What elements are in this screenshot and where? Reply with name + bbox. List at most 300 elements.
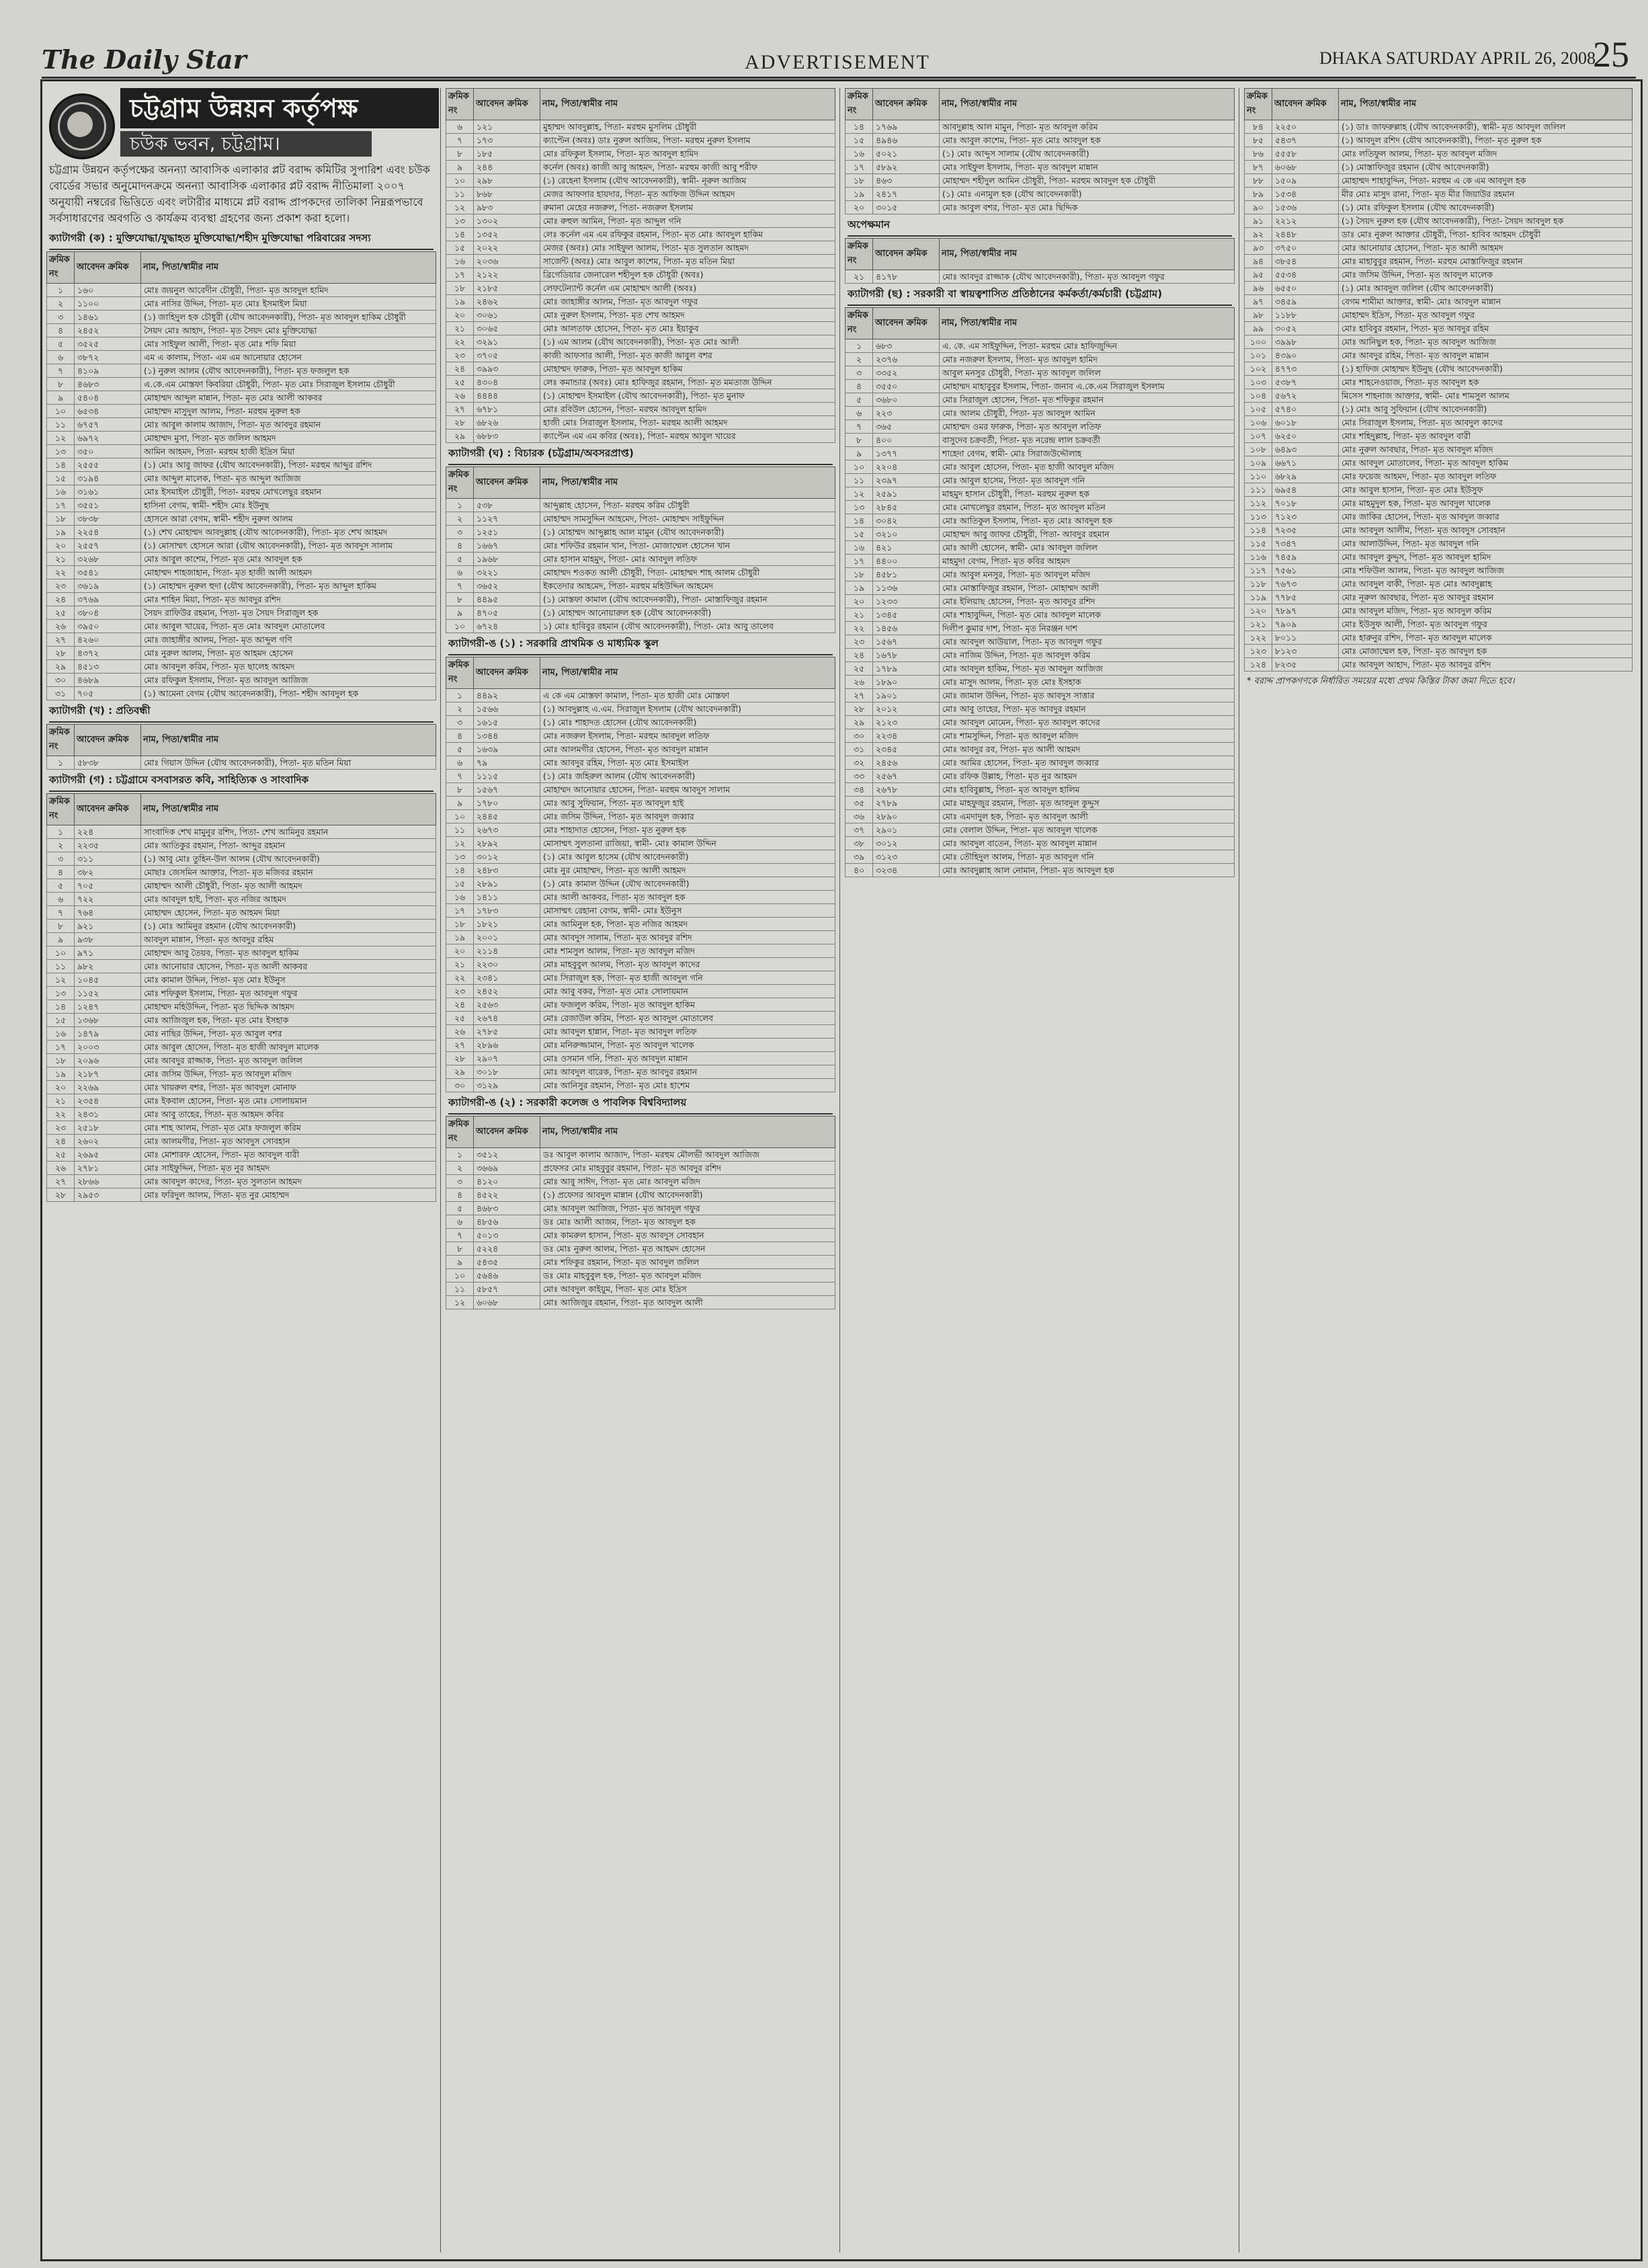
application-cell: ৪৬৮৩ <box>75 378 141 391</box>
serial-cell: ১৭ <box>47 1041 75 1054</box>
table-row <box>1245 658 1633 672</box>
application-cell: ২৪৫৬ <box>873 756 940 770</box>
table-row <box>446 416 835 430</box>
name-cell: মোঃ আবদুর রহিম, পিতা- মৃত আবদুল মান্নান <box>1339 349 1633 362</box>
serial-cell: ১২৪ <box>1245 658 1272 672</box>
table-row <box>846 716 1235 729</box>
table-row <box>1245 282 1633 295</box>
serial-cell: ১১০ <box>1245 470 1272 483</box>
application-cell: ৪৫১৩ <box>75 660 141 674</box>
column-header-application: আবেদন ক্রমিক <box>75 252 141 284</box>
table-row <box>846 662 1235 676</box>
table-row <box>1245 416 1633 430</box>
table-row <box>846 174 1235 188</box>
allotment-table <box>446 657 835 1092</box>
application-cell: ৭৯০৯ <box>1272 618 1339 631</box>
allotment-table <box>46 251 436 700</box>
application-cell: ৬৭৮১ <box>474 403 540 416</box>
column-header-application: আবেদন ক্রমিক <box>873 89 940 120</box>
serial-cell: ১০ <box>446 620 474 633</box>
name-cell: মোঃ মোজাম্মেল হক, পিতা- মৃত আবদুল হক <box>1339 645 1633 658</box>
table-row <box>446 864 835 877</box>
category-heading: ক্যাটাগরী (ক) : মুক্তিযোদ্ধা/যুদ্ধাহত মুক্তিযোদ্ধা/শহীদ মুক্তিযোদ্ধা পরিবারের সদস্য <box>49 231 434 250</box>
table-row <box>446 1175 835 1188</box>
allotment-table <box>1244 88 1633 672</box>
serial-cell: ১৬ <box>47 485 75 499</box>
application-cell: ২৯৫৩ <box>75 1188 141 1202</box>
table-row <box>846 161 1235 174</box>
serial-cell: ১০ <box>446 1269 474 1283</box>
column-header-application: আবেদন ক্রমিক <box>75 725 141 756</box>
table-row <box>1245 537 1633 551</box>
table-row <box>47 324 436 337</box>
application-cell: ২০০১ <box>474 931 540 944</box>
name-cell: মোহাম্মদ শাহাবুদ্দিন, পিতা- মরহুম এ কে এম আবদুল হক <box>1339 174 1633 188</box>
serial-cell: ২৪ <box>846 649 873 662</box>
table-row <box>846 864 1235 877</box>
name-cell: (১) মোহাম্মদ আনোয়ারুল হক (যৌথ আবেদনকারী) <box>540 606 835 620</box>
column-header-serial: ক্রমিক নং <box>446 89 474 120</box>
serial-cell: ৬ <box>446 1215 474 1229</box>
name-cell: মোসাম্মৎ সুলতানা রাজিয়া, স্বামী- মোঃ কামাল উদ্দিন <box>540 837 835 850</box>
name-cell: ব্রিগেডিয়ার জেনারেল শহীদুল হক চৌধুরী (অবঃ) <box>540 268 835 282</box>
application-cell: ১৮৯০ <box>873 676 940 689</box>
name-cell: ডঃ আবুল কালাম আজাদ, পিতা- মরহুম মৌলভী আবদুল আজিজ <box>540 1148 835 1162</box>
intro-paragraph: চট্টগ্রাম উন্নয়ন কর্তৃপক্ষের অনন্যা আবাসিক এলাকার প্লট বরাদ্দ কমিটির সুপারিশ এবং চউক বোর্ডের সভার অনুমোদনক্রমে অনন্যা আবাসিক এলাকার প্লট বরাদ্দ নীতিমালা ২০০৭ অনুযায়ী নম্বরের ভিত্তিতে এবং লটারীর মাধ্যমে প্লট বরাদ্দ প্রাপকদের তালিকা নিম্নরূপভাবে সর্বসাধারণের অবগতি ও কার্যক্রম ব্যবস্থা গ্রহণের জন্য প্রকাশ করা হলো। <box>49 163 430 225</box>
name-cell: এ কে এম মোস্তফা কামাল, পিতা- মৃত হাজী মোঃ মোস্তফা <box>540 689 835 702</box>
serial-cell: ২৮ <box>47 647 75 660</box>
application-cell: ৩৪৫৯ <box>1272 295 1339 309</box>
column-3 <box>841 88 1239 2253</box>
serial-cell: ৯২ <box>1245 228 1272 241</box>
table-row <box>446 716 835 729</box>
table-row <box>446 161 835 174</box>
name-cell: শাহেদা বেগম, স্বামী- মোঃ সিরাজউদ্দৌলাহ <box>940 447 1235 460</box>
serial-cell: ২৪ <box>446 998 474 1012</box>
application-cell: ২১৮৫ <box>474 282 540 295</box>
table-row <box>846 689 1235 702</box>
application-cell: ৫০১৩ <box>474 1229 540 1242</box>
name-cell: (১) আবদুল্লাহ এ.এম. সিরাজুল ইসলাম (যৌথ আবেদনকারী) <box>540 702 835 716</box>
table-row <box>846 134 1235 147</box>
serial-cell: ১৮ <box>47 512 75 526</box>
table-row <box>47 866 436 879</box>
table-row <box>846 702 1235 716</box>
table-row <box>446 931 835 944</box>
table-row <box>47 1162 436 1175</box>
name-cell: মোঃ নজরুল ইসলাম, পিতা- মরহুম আবদুল লতিফ <box>540 729 835 743</box>
serial-cell: ১৯ <box>446 295 474 309</box>
name-cell: মোঃ জয়নুল আবেদীন চৌধুরী, পিতা- মৃত আবদুল হামিদ <box>141 284 436 297</box>
serial-cell: ১১ <box>47 418 75 432</box>
name-cell: (১) মোঃ আমিনুর রহমান (যৌথ আবেদনকারী) <box>141 920 436 933</box>
name-cell: মোঃ নাজিম উদ্দিন, পিতা- মৃত আবদুল করিম <box>940 649 1235 662</box>
name-cell: মোঃ হাবিবুল্লাহ, পিতা- মৃত আবদুল হালিম <box>940 783 1235 797</box>
table-row <box>446 295 835 309</box>
application-cell: ৩৬৫২ <box>474 579 540 593</box>
name-cell: মোঃ আবদুল বারেক, পিতা- মৃত আবদুর রহমান <box>540 1065 835 1079</box>
name-cell: (১) নুরুল আলম (যৌথ আবেদনকারী), পিতা- মৃত ফজলুল হক <box>141 364 436 378</box>
application-cell: ৪৩৭২ <box>75 647 141 660</box>
category-heading: ক্যাটাগরী (খ) : প্রতিবন্ধী <box>49 703 434 723</box>
table-row <box>1245 201 1633 214</box>
table-row <box>47 1081 436 1094</box>
serial-cell: ১০৩ <box>1245 376 1272 389</box>
application-cell: ৬০৬৮ <box>474 1296 540 1309</box>
name-cell: মোহাম্মদ ফারুক, পিতা- মৃত আবদুল হাকিম <box>540 362 835 376</box>
table-header-row <box>846 308 1235 339</box>
application-cell: ২১২৩ <box>873 716 940 729</box>
serial-cell: ১৬ <box>446 255 474 268</box>
application-cell: ৬৪৯৩ <box>1272 443 1339 456</box>
serial-cell: ১৪ <box>446 864 474 877</box>
name-cell: (১) আবদুল রশিদ (যৌথ আবেদনকারী), পিতা- মৃত নুরুল হক <box>1339 134 1633 147</box>
category-heading: অপেক্ষমান <box>848 217 1232 237</box>
application-cell: ২৭৮৫ <box>474 1025 540 1039</box>
table-header-row <box>446 1117 835 1148</box>
table-row <box>446 188 835 201</box>
name-cell: মোঃ আতিকুর রহমান, পিতা- আব্দুর রহমান <box>141 839 436 852</box>
name-cell: মোঃ আবদুল হাকিম, পিতা- মৃত আবদুল আজিজ <box>940 662 1235 676</box>
application-cell: ১৬০ <box>75 284 141 297</box>
name-cell: ক্যাপ্টেন এম এম কবির (অবঃ), পিতা- মরহুম আবুল খায়ের <box>540 430 835 443</box>
name-cell: রুমানা মেহের নজরুল, পিতা- নজরুল ইসলাম <box>540 201 835 214</box>
table-row <box>47 1067 436 1081</box>
name-cell: মোঃ শাহাদাত হোসেন, পিতা- মৃত নুরুল হক <box>540 823 835 837</box>
application-cell: ১৫০৯ <box>1272 174 1339 188</box>
serial-cell: ১১৭ <box>1245 564 1272 577</box>
name-cell: সাংবাদিক শেখ মামুনুর রশিদ, পিতা- শেখ আমিনুর রহমান <box>141 825 436 839</box>
name-cell: মোঃ আনোয়ার হোসেন, পিতা- মৃত আলী আকবর <box>141 960 436 973</box>
application-cell: ২৩৪১ <box>474 971 540 985</box>
application-cell: ২২৫০ <box>1272 120 1339 134</box>
name-cell: মোঃ আবু বকর, পিতা- মৃত মোঃ সোলায়মান <box>540 985 835 998</box>
serial-cell: ১১২ <box>1245 497 1272 510</box>
name-cell: মোঃ আবুল বশর, পিতা- মৃত মোঃ ছিদ্দিক <box>940 201 1235 214</box>
application-cell: ৩১৯৪ <box>75 472 141 485</box>
serial-cell: ১০১ <box>1245 349 1272 362</box>
name-cell: মোঃ আলম চৌধুরী, পিতা- মৃত আবদুল আমিন <box>940 407 1235 420</box>
serial-cell: ৮ <box>446 593 474 606</box>
serial-cell: ২১ <box>446 322 474 335</box>
serial-cell: ২২ <box>47 566 75 579</box>
name-cell: মোঃ আনিছুল হক, পিতা- মৃত আবদুল আজিজ <box>1339 335 1633 349</box>
name-cell: মোঃ আবুল কালাম আজাদ, পিতা- মৃত আবদুর রহমান <box>141 418 436 432</box>
serial-cell: ২০ <box>846 201 873 214</box>
application-cell: ২৪৮৩ <box>474 864 540 877</box>
serial-cell: ৩৮ <box>846 837 873 850</box>
table-row <box>1245 430 1633 443</box>
table-row <box>47 987 436 1000</box>
name-cell: মেজর আফসার হায়দার, পিতা- মৃত আফিজ উদ্দিন আহমদ <box>540 188 835 201</box>
application-cell: ৬৯৭২ <box>75 432 141 445</box>
application-cell: ১৭৬৯ <box>873 120 940 134</box>
serial-cell: ৪০ <box>846 864 873 877</box>
serial-cell: ২৬ <box>47 1162 75 1175</box>
serial-cell: ২ <box>846 353 873 366</box>
serial-cell: ৮৭ <box>1245 161 1272 174</box>
name-cell: মোঃ নুরুল আবছার, পিতা- মৃত আবদুল মজিদ <box>1339 443 1633 456</box>
serial-cell: ১১৯ <box>1245 591 1272 604</box>
name-cell: (১) মোঃ আবু জাফর (যৌথ আবেদনকারী), পিতা- মরহুম আব্দুর রশিদ <box>141 458 436 472</box>
serial-cell: ৪ <box>47 324 75 337</box>
name-cell: মীর মোঃ মাসুদ রানা, পিতা- মৃত মীর জিয়াউর রহমান <box>1339 188 1633 201</box>
serial-cell: ২১ <box>846 270 873 284</box>
serial-cell: ২৪ <box>47 593 75 606</box>
application-cell: ১৩৬৮ <box>75 1014 141 1027</box>
name-cell: মোঃ সিরাজুল হোসেন, পিতা- মৃত শফিকুর রহমান <box>940 393 1235 407</box>
application-cell: ২৩৫৪ <box>75 1094 141 1108</box>
serial-cell: ১৫ <box>47 1014 75 1027</box>
allotment-table <box>446 88 835 443</box>
serial-cell: ৮ <box>47 378 75 391</box>
allotment-table <box>46 793 436 1202</box>
table-row <box>846 797 1235 810</box>
table-row <box>1245 214 1633 228</box>
table-row <box>446 1012 835 1025</box>
serial-cell: ১৮ <box>47 1054 75 1067</box>
serial-cell: ৩ <box>446 1175 474 1188</box>
application-cell: ১৪১১ <box>474 891 540 904</box>
serial-cell: ৮ <box>846 434 873 447</box>
name-cell: মোঃ আবদুল কাদের, পিতা- মৃত সুলতান আহমদ <box>141 1175 436 1188</box>
serial-cell: ১২ <box>446 837 474 850</box>
serial-cell: ৯ <box>47 933 75 946</box>
application-cell: ৯২১ <box>75 920 141 933</box>
name-cell: মোঃ শাহাবুদ্দিন, পিতা- মৃত মোঃ আবদুল মালেক <box>940 608 1235 622</box>
serial-cell: ২৩ <box>47 1121 75 1135</box>
serial-cell: ২৪ <box>47 1135 75 1148</box>
serial-cell: ৪ <box>47 866 75 879</box>
serial-cell: ২১ <box>47 1094 75 1108</box>
name-cell: মোঃ মোখলেছুর রহমান, পিতা- মৃত আবদুল মতিন <box>940 501 1235 514</box>
application-cell: ৬৫৫০ <box>1272 282 1339 295</box>
table-header-row <box>1245 89 1633 120</box>
serial-cell: ১০৮ <box>1245 443 1272 456</box>
table-row <box>1245 268 1633 282</box>
serial-cell: ১৪ <box>47 1000 75 1014</box>
table-row <box>47 512 436 526</box>
table-row <box>47 946 436 960</box>
application-cell: ২৪৬২ <box>474 295 540 309</box>
table-row <box>446 499 835 512</box>
serial-cell: ১১ <box>446 823 474 837</box>
name-cell: মোঃ আবদুল আউয়াল, পিতা- মৃত আবদুল গফুর <box>940 635 1235 649</box>
application-cell: ৩৩৫২ <box>873 366 940 380</box>
application-cell: ২৩৭৬ <box>873 353 940 366</box>
name-cell: মোঃ শাহ আলম, পিতা- মৃত মোঃ ফজলুল করিম <box>141 1121 436 1135</box>
column-header-name: নাম, পিতা/স্বামীর নাম <box>940 308 1235 339</box>
table-row <box>47 1014 436 1027</box>
name-cell: মোঃ রফিক উল্লাহ, পিতা- মৃত নুর আহমদ <box>940 770 1235 783</box>
serial-cell: ২ <box>47 297 75 311</box>
table-row <box>1245 255 1633 268</box>
name-cell: মোঃ ফজলুল করিম, পিতা- মৃত আবদুল হাকিম <box>540 998 835 1012</box>
serial-cell: ৬ <box>47 351 75 364</box>
table-row <box>47 351 436 364</box>
application-cell: ১০৪৫ <box>75 973 141 987</box>
serial-cell: ৫ <box>446 1202 474 1215</box>
category-heading: ক্যাটাগরী-ঙ (১) : সরকারি প্রাথমিক ও মাধ্যমিক স্কুল <box>448 636 833 655</box>
table-row <box>446 891 835 904</box>
column-header-application: আবেদন ক্রমিক <box>75 794 141 825</box>
name-cell: মোঃ নজরুল ইসলাম, পিতা- মৃত আবদুল হামিদ <box>940 353 1235 366</box>
application-cell: ৩১২৯ <box>474 1079 540 1092</box>
table-row <box>846 474 1235 487</box>
serial-cell: ৫ <box>446 743 474 756</box>
footnote: * বরাদ্দ প্রাপকগণকে নির্ধারিত সময়ের মধ্যে প্রথম কিস্তির টাকা জমা দিতে হবে। <box>1247 676 1515 686</box>
serial-cell: ৪ <box>846 380 873 393</box>
application-cell: ২২৫৪ <box>75 526 141 539</box>
name-cell: (১) মোঃ রফিকুল ইসলাম (যৌথ আবেদনকারী) <box>1339 201 1633 214</box>
serial-cell: ১৫ <box>846 134 873 147</box>
table-row <box>1245 645 1633 658</box>
name-cell: আবদুল্লাহ আল মামুন, পিতা- মৃত আবদুল করিম <box>940 120 1235 134</box>
name-cell: (১) মোঃ আব্দুস সালাম (যৌথ আবেদনকারী) <box>940 147 1235 161</box>
name-cell: মোহাম্মদ শাহজাহান, পিতা- মৃত হাজী আলী আহমদ <box>141 566 436 579</box>
column-blocks <box>442 88 839 1309</box>
name-cell: দিলীপ কুমার দাশ, পিতা- মৃত নিরঞ্জন দাশ <box>940 622 1235 635</box>
name-cell: (১) মোঃ কামাল উদ্দিন (যৌথ আবেদনকারী) <box>540 877 835 891</box>
serial-cell: ৯ <box>446 1256 474 1269</box>
application-cell: ৭৯ <box>474 756 540 770</box>
table-row <box>446 1296 835 1309</box>
application-cell: ৩২১০ <box>873 528 940 541</box>
serial-cell: ২ <box>47 839 75 852</box>
name-cell: সৈয়দ মোঃ আহাদ, পিতা- মৃত সৈয়দ মোঃ মুক্তিযোদ্ধা <box>141 324 436 337</box>
application-cell: ৩০৫২ <box>1272 322 1339 335</box>
serial-cell: ৮৬ <box>1245 147 1272 161</box>
serial-cell: ১০৭ <box>1245 430 1272 443</box>
serial-cell: ১৬ <box>446 891 474 904</box>
table-row <box>47 418 436 432</box>
serial-cell: ২৫ <box>446 1012 474 1025</box>
application-cell: ৮৬৮ <box>474 188 540 201</box>
name-cell: মোঃ সিরাজুল হক, পিতা- মৃত হাজী আবদুল গনি <box>540 971 835 985</box>
application-cell: ১৭৩ <box>474 134 540 147</box>
org-title: চট্টগ্রাম উন্নয়ন কর্তৃপক্ষ <box>120 88 439 128</box>
name-cell: মোঃ ফরিদুল আলম, পিতা- মৃত নুর মোহাম্মদ <box>141 1188 436 1202</box>
name-cell: মোঃ হারুনুর রশিদ, পিতা- মৃত আবদুল মালেক <box>1339 631 1633 645</box>
serial-cell: ১৯ <box>47 1067 75 1081</box>
name-cell: মোঃ হাসান মাহমুদ, পিতা- মোঃ আবদুল লতিফ <box>540 553 835 566</box>
table-header-row <box>846 239 1235 270</box>
name-cell: মোঃ আমির হোসেন, পিতা- মৃত আবদুল জব্বার <box>940 756 1235 770</box>
serial-cell: ২২ <box>846 622 873 635</box>
table-row <box>446 918 835 931</box>
application-cell: ৪১৭৮ <box>873 270 940 284</box>
column-header-application: আবেদন ক্রমিক <box>873 239 940 270</box>
table-row <box>1245 524 1633 537</box>
name-cell: মোহাম্মদ আনোয়ার হোসেন, পিতা- মরহুম আবদুস সালাম <box>540 783 835 797</box>
table-row <box>446 1148 835 1162</box>
name-cell: আব্দুল্লাহ হোসেন, পিতা- মরহুম করিম চৌধুরী <box>540 499 835 512</box>
application-cell: ৪৪৯২ <box>474 689 540 702</box>
name-cell: (১) মোহাম্মদ ইসমাইল (যৌথ আবেদনকারী), পিতা- মৃত মুনাফ <box>540 389 835 403</box>
serial-cell: ৮ <box>47 920 75 933</box>
serial-cell: ১৮ <box>446 918 474 931</box>
name-cell: মোঃ ফয়েজ আহমদ, পিতা- মৃত আবদুল লতিফ <box>1339 470 1633 483</box>
application-cell: ৬০৬৮ <box>1272 161 1339 174</box>
table-row <box>446 1242 835 1256</box>
table-row <box>47 553 436 566</box>
serial-cell: ২০ <box>47 539 75 553</box>
table-row <box>47 485 436 499</box>
serial-cell: ১৭ <box>47 499 75 512</box>
serial-cell: ২৩ <box>446 985 474 998</box>
name-cell: হোসনে আরা বেগম, স্বামী- শহীদ নুরুল আলম <box>141 512 436 526</box>
table-row <box>446 553 835 566</box>
table-row <box>47 1054 436 1067</box>
name-cell: প্রফেসর মোঃ মাহবুবুর রহমান, পিতা- মৃত আবদুর রশিদ <box>540 1162 835 1175</box>
name-cell: মোঃ আজিজুল হক, পিতা- মৃত মোঃ ইসহাক <box>141 1014 436 1027</box>
table-row <box>1245 470 1633 483</box>
application-cell: ৫২২৪ <box>474 1242 540 1256</box>
serial-cell: ২৭ <box>47 633 75 647</box>
application-cell: ৫৭৪০ <box>1272 403 1339 416</box>
table-row <box>446 904 835 918</box>
table-row <box>47 432 436 445</box>
name-cell: মোহাম্মদ মাসুদুল আলম, পিতা- মরহুম নুরুল হক <box>141 405 436 418</box>
column-header-name: নাম, পিতা/স্বামীর নাম <box>540 657 835 689</box>
application-cell: ৩২৩৪ <box>873 864 940 877</box>
serial-cell: ৭ <box>446 134 474 147</box>
column-blocks <box>1240 88 1637 672</box>
serial-cell: ১১৬ <box>1245 551 1272 564</box>
application-cell: ৩৮০৪ <box>75 606 141 620</box>
name-cell: মোঃ রেজাউল করিম, পিতা- মৃত আবদুল মোতালেব <box>540 1012 835 1025</box>
application-cell: ১৩৭৭ <box>873 447 940 460</box>
name-cell: মোহাম্মদ ইদ্রিস, পিতা- মৃত আবদুল গফুর <box>1339 309 1633 322</box>
application-cell: ১৯০১ <box>873 689 940 702</box>
serial-cell: ১৯ <box>446 931 474 944</box>
table-row <box>1245 134 1633 147</box>
application-cell: ২৮৬৬ <box>75 1175 141 1188</box>
table-row <box>47 337 436 351</box>
serial-cell: ১০ <box>846 460 873 474</box>
serial-cell: ১০২ <box>1245 362 1272 376</box>
table-row <box>446 1065 835 1079</box>
serial-cell: ৩১ <box>846 743 873 756</box>
serial-cell: ১২১ <box>1245 618 1272 631</box>
table-row <box>446 783 835 797</box>
application-cell: ৩৮৭২ <box>75 351 141 364</box>
column-header-name: নাম, পিতা/স্বামীর নাম <box>940 239 1235 270</box>
table-row <box>446 1269 835 1283</box>
serial-cell: ৩৯ <box>846 850 873 864</box>
column-header-application: আবেদন ক্রমিক <box>474 1117 540 1148</box>
table-row <box>47 660 436 674</box>
column-header-serial: ক্রমিক নং <box>846 239 873 270</box>
name-cell: মোঃ ইকবাল হোসেন, পিতা- মৃত মোঃ সোলায়মান <box>141 1094 436 1108</box>
name-cell: মোঃ আতিকুল ইসলাম, পিতা- মৃত মোঃ আবদুল হক <box>940 514 1235 528</box>
table-row <box>446 134 835 147</box>
name-cell: (১) মোস্তফা কামাল (যৌথ আবেদনকারী), পিতা- মোস্তাফিজুর রহমান <box>540 593 835 606</box>
name-cell: এম এ কালাম, পিতা- এম এম আনোয়ার হোসেন <box>141 351 436 364</box>
serial-cell: ২৭ <box>446 403 474 416</box>
table-row <box>1245 456 1633 470</box>
name-cell: মোঃ আবদুল মজিদ, পিতা- মৃত আবদুল করিম <box>1339 604 1633 618</box>
table-row <box>846 120 1235 134</box>
table-row <box>446 362 835 376</box>
serial-cell: ৭ <box>846 420 873 434</box>
serial-cell: ৯০ <box>1245 201 1272 214</box>
name-cell: মোঃ আবদুর রাজ্জাক, পিতা- মৃত আবদুল জলিল <box>141 1054 436 1067</box>
table-row <box>846 407 1235 420</box>
name-cell: মোঃ রবিউল হোসেন, পিতা- মরহুম আবদুল হামিদ <box>540 403 835 416</box>
table-row <box>846 608 1235 622</box>
table-row <box>47 378 436 391</box>
